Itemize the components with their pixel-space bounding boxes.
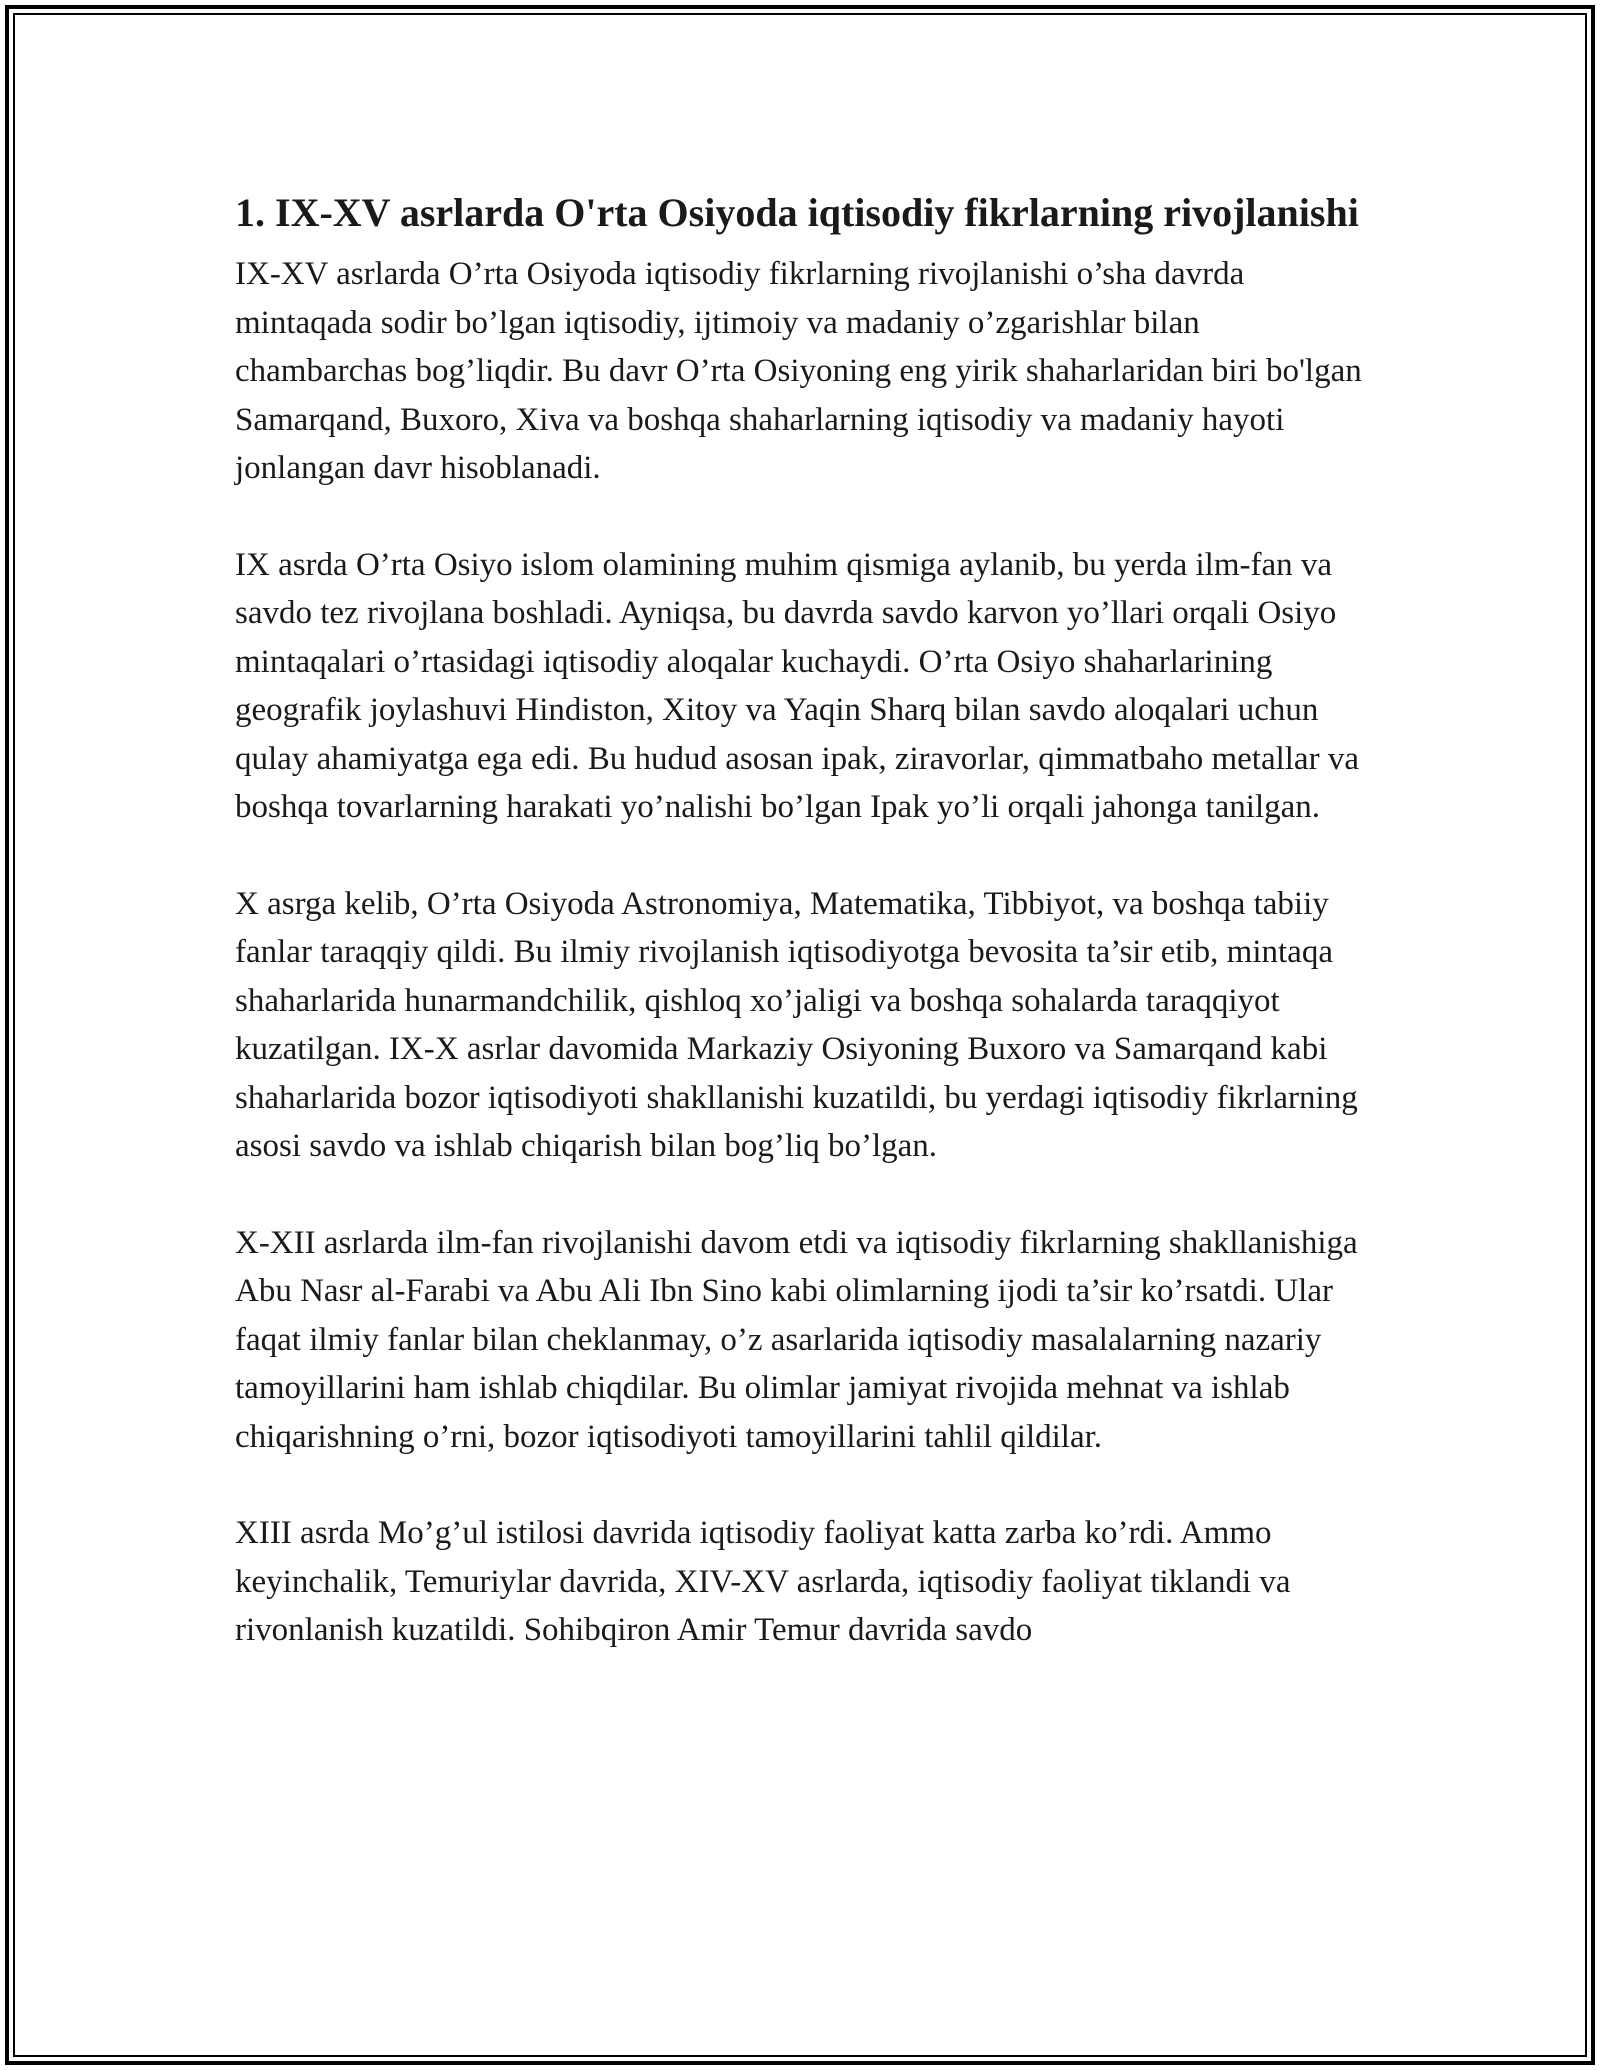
paragraph: X asrga kelib, O’rta Osiyoda Astronomiya, Matematika, Tibbiyot, va boshqa tabiiy fanlar taraqqiy qildi. Bu ilmiy rivojlanish iqtisodiyotga bevosita ta’sir etib, mintaqa shaharlarida hunarmandchilik, qishloq xo’jaligi va boshqa sohalarda taraqqiyot kuzatilgan. IX-X asrlar davomida Markaziy Osiyoning Buxoro va Samarqand kabi shaharlarida bozor iqtisodiyoti shakllanishi kuzatildi, bu yerdagi iqtisodiy fikrlarning asosi savdo va ishlab chiqarish bilan bog’liq bo’lgan.: [235, 885, 1358, 1164]
document-body: [235, 186, 1375, 1703]
document-title: 1. IX-XV asrlarda O'rta Osiyoda iqtisodiy fikrlarning rivojlanishi: [235, 190, 1359, 235]
paragraph: X-XII asrlarda ilm-fan rivojlanishi davom etdi va iqtisodiy fikrlarning shakllanishiga Abu Nasr al-Farabi va Abu Ali Ibn Sino kabi olimlarning ijodi ta’sir ko’rsatdi. Ular faqat ilmiy fanlar bilan cheklanmay, o’z asarlarida iqtisodiy masalalarning nazariy tamoyillarini ham ishlab chiqdilar. Bu olimlar jamiyat rivojida mehnat va ishlab chiqarishning o’rni, bozor iqtisodiyoti tamoyillarini tahlil qildilar.: [235, 1224, 1358, 1455]
paragraph: XIII asrda Mo’g’ul istilosi davrida iqtisodiy faoliyat katta zarba ko’rdi. Ammo keyinchalik, Temuriylar davrida, XIV-XV asrlarda, iqtisodiy faoliyat tiklandi va rivonlanish kuzatildi. Sohibqiron Amir Temur davrida savdo: [235, 1515, 1291, 1648]
paragraph: IX asrda O’rta Osiyo islom olamining muhim qismiga aylanib, bu yerda ilm-fan va savdo tez rivojlana boshladi. Ayniqsa, bu davrda savdo karvon yo’llari orqali Osiyo mintaqalari o’rtasidagi iqtisodiy aloqalar kuchaydi. O’rta Osiyo shaharlarining geografik joylashuvi Hindiston, Xitoy va Yaqin Sharq bilan savdo aloqalari uchun qulay ahamiyatga ega edi. Bu hudud asosan ipak, ziravorlar, qimmatbaho metallar va boshqa tovarlarning harakati yo’nalishi bo’lgan Ipak yo’li orqali jahonga tanilgan.: [235, 546, 1359, 825]
paragraph: IX-XV asrlarda O’rta Osiyoda iqtisodiy fikrlarning rivojlanishi o’sha davrda mintaqada sodir bo’lgan iqtisodiy, ijtimoiy va madaniy o’zgarishlar bilan chambarchas bog’liqdir. Bu davr O’rta Osiyoning eng yirik shaharlaridan biri bo'lgan Samarqand, Buxoro, Xiva va boshqa shaharlarning iqtisodiy va madaniy hayoti jonlangan davr hisoblanadi.: [235, 256, 1362, 486]
